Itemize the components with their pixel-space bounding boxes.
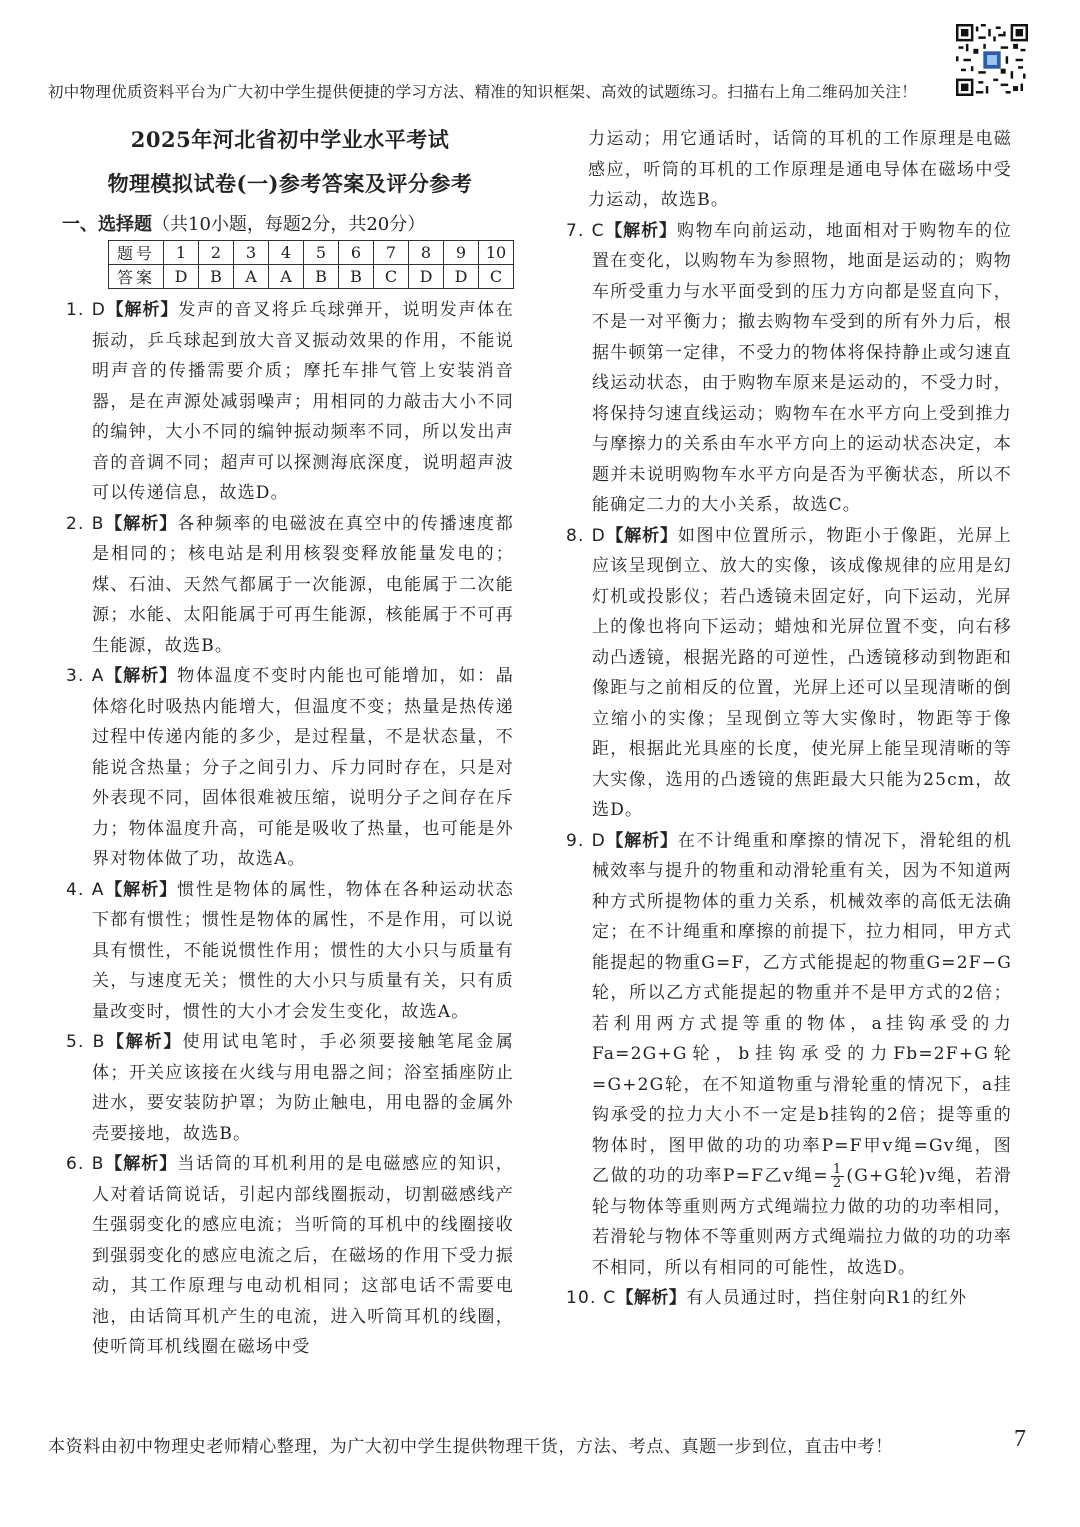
question-text: 惯性是物体的属性，物体在各种运动状态下都有惯性；惯性是物体的属性，不是作用，可以说具有惯性，不能说惯性作用；惯性的大小只与质量有关，与速度无关；惯性的大小只与质量有关，只有质量改变时，惯性的大小才会发生变化，故选A。 bbox=[92, 879, 514, 1022]
question-answer: C bbox=[591, 220, 605, 241]
question-number-cell: 8 bbox=[409, 241, 444, 265]
question-answer: C bbox=[603, 1288, 617, 1308]
question-4 bbox=[66, 875, 514, 1028]
left-question-list bbox=[66, 295, 514, 1363]
question-number: 1. bbox=[66, 300, 85, 320]
question-answer: B bbox=[91, 513, 105, 534]
question-number: 6. bbox=[66, 1154, 85, 1174]
question-6 bbox=[66, 1149, 514, 1363]
question-number: 8. bbox=[566, 525, 585, 546]
analysis-tag: 【解析】 bbox=[104, 666, 178, 686]
header-banner: 初中物理优质资料平台为广大初中学生提供便捷的学习方法、精准的知识框架、高效的试题练习。扫描右上角二维码加关注！ bbox=[48, 83, 918, 101]
analysis-tag: 【解析】 bbox=[605, 525, 678, 546]
question-text: 发声的音叉将乒乓球弹开，说明发声体在振动，乒乓球起到放大音叉振动效果的作用，不能说明声音的传播需要介质；摩托车排气管上安装消音器，是在声源处减弱噪声；用相同的力敲击大小不同的编钟，大小不同的编钟振动频率不同，所以发出声音的音调不同；超声可以探测海底深度，说明超声波可以传递信息，故选D。 bbox=[92, 300, 515, 503]
answer-cell: D bbox=[164, 265, 199, 289]
answer-cell: A bbox=[269, 265, 304, 289]
table-row-label: 答案 bbox=[109, 265, 164, 289]
question-7 bbox=[566, 216, 1012, 521]
footer-text: 本资料由初中物理史老师精心整理，为广大初中学生提供物理干货，方法、考点、真题一步到位，直击中考！ bbox=[48, 1437, 893, 1457]
analysis-tag: 【解析】 bbox=[616, 1288, 687, 1308]
answer-cell: D bbox=[444, 265, 479, 289]
question-number-cell: 1 bbox=[164, 241, 199, 265]
answer-table-answer-row bbox=[109, 265, 514, 289]
question-10 bbox=[566, 1283, 1012, 1314]
question-number: 3. bbox=[66, 666, 85, 686]
question-text: 如图中位置所示，物距小于像距，光屏上应该呈现倒立、放大的实像，该成像规律的应用是幻灯机或投影仪；若凸透镜未固定好，向下运动，光屏上的像也将向下运动；蜡烛和光屏位置不变，向右移动凸透镜，根据光路的可逆性，凸透镜移动到物距和像距与之前相反的位置，光屏上还可以呈现清晰的倒立缩小的实像；呈现倒立等大实像时，物距等于像距，根据此光具座的长度，使光屏上能呈现清晰的等大实像，选用的凸透镜的焦距最大只能为25cm，故选D。 bbox=[592, 525, 1013, 820]
question-9 bbox=[566, 826, 1012, 1284]
question-text: 有人员通过时，挡住射向R1的红外 bbox=[686, 1288, 968, 1308]
analysis-tag: 【解析】 bbox=[104, 879, 178, 900]
question-number: 2. bbox=[66, 513, 85, 534]
right-column bbox=[566, 124, 1012, 1314]
question-number: 7. bbox=[566, 220, 585, 241]
answer-table bbox=[108, 240, 514, 289]
question-text: 物体温度不变时内能也可能增加，如：晶体熔化时吸热内能增大，但温度不变；热量是热传递过程中传递内能的多少，是过程量，不是状态量，不能说含热量；分子之间引力、斥力同时存在，只是对外表现不同，固体很难被压缩，说明分子之间存在斥力；物体温度升高，可能是吸收了热量，也可能是外界对物体做了功，故选A。 bbox=[92, 666, 514, 869]
question-answer: D bbox=[91, 300, 106, 320]
question-number-cell: 9 bbox=[444, 241, 479, 265]
answer-cell: B bbox=[199, 265, 234, 289]
answer-cell: C bbox=[374, 265, 409, 289]
question-text: 当话筒的耳机利用的是电磁感应的知识，人对着话筒说话，引起内部线圈振动，切割磁感线产生强弱变化的感应电流；当听筒的耳机中的线圈接收到强弱变化的感应电流之后，在磁场的作用下受力振动，其工作原理与电动机相同；这部电话不需要电池，由话筒耳机产生的电流，进入听筒耳机的线圈，使听筒耳机线圈在磁场中受 bbox=[92, 1154, 514, 1357]
question-number-cell: 4 bbox=[269, 241, 304, 265]
analysis-tag: 【解析】 bbox=[105, 1032, 183, 1052]
answer-table-number-row bbox=[109, 241, 514, 265]
question-number-cell: 2 bbox=[199, 241, 234, 265]
question-2 bbox=[66, 509, 514, 662]
question-number-cell: 5 bbox=[304, 241, 339, 265]
section-heading: 一、选择题（共10小题，每题2分，共20分） bbox=[62, 214, 426, 235]
qr-code-icon bbox=[956, 24, 1028, 96]
analysis-tag: 【解析】 bbox=[605, 830, 678, 851]
analysis-tag: 【解析】 bbox=[604, 220, 677, 241]
question-text: 购物车向前运动，地面相对于购物车的位置在变化，以购物车为参照物，地面是运动的；购物车所受重力与水平面受到的压力方向都是竖直向下，不是一对平衡力；撤去购物车受到的所有外力后，根据牛顿第一定律，不受力的物体将保持静止或匀速直线运动状态，由于购物车原来是运动的，不受力时，将保持匀速直线运动；购物车在水平方向上受到推力与摩擦力的关系由车水平方向上的运动状态决定，本题并未说明购物车水平方向是否为平衡状态，所以不能确定二力的大小关系，故选C。 bbox=[592, 220, 1013, 515]
question-answer: D bbox=[591, 830, 606, 851]
question-text: (G+G轮)v绳， bbox=[846, 1166, 976, 1186]
question-text: 各种频率的电磁波在真空中的传播速度都是相同的；核电站是利用核裂变释放能量发电的；煤、石油、天然气都属于一次能源，电能属于二次能源；水能、太阳能属于可再生能源，核能属于不可再生能源，故选B。 bbox=[92, 513, 514, 656]
question-text: 使用试电笔时，手必须要接触笔尾金属体；开关应该接在火线与用电器之间；浴室插座防止进水，要安装防护罩；为防止触电，用电器的金属外壳要接地，故选B。 bbox=[92, 1032, 515, 1144]
question-number-cell: 3 bbox=[234, 241, 269, 265]
page-number: 7 bbox=[1014, 1426, 1026, 1452]
answer-cell: B bbox=[304, 265, 339, 289]
analysis-tag: 【解析】 bbox=[104, 1154, 178, 1174]
analysis-tag: 【解析】 bbox=[106, 300, 179, 320]
question-text: 若滑轮与物体等重则两方式绳端拉力做的功的功率相同，若滑轮与物体不等重则两方式绳端拉力做的功的功率不相同，所以有相同的可能性，故选D。 bbox=[592, 1166, 1013, 1278]
answer-cell: A bbox=[234, 265, 269, 289]
question-number-cell: 6 bbox=[339, 241, 374, 265]
table-row-label: 题号 bbox=[109, 241, 164, 265]
question-number: 9. bbox=[566, 830, 585, 851]
question-answer: B bbox=[91, 1154, 105, 1174]
question-answer: B bbox=[92, 1032, 106, 1052]
question-number-cell: 7 bbox=[374, 241, 409, 265]
question-text: 在不计绳重和摩擦的情况下，滑轮组的机械效率与提升的物重和动滑轮重有关，因为不知道两种方式所提物体的重力关系，机械效率的高低无法确定；在不计绳重和摩擦的前提下，拉力相同，甲方式能提起的物重G=F，乙方式能提起的物重G=2F−G轮，所以乙方式能提起的物重并不是甲方式的2倍；若利用两方式提等重的物体，a挂钩承受的力Fa=2G+G轮，b挂钩承受的力Fb=2F+G轮=G+2G轮，在不知道物重与滑轮重的情况下，a挂钩承受的拉力大小不一定是b挂钩的2倍；提等重的物体时，图甲做的功的功率P=F甲v绳=Gv绳，图乙做的功的功率P=F乙v绳= bbox=[592, 830, 1013, 1186]
question-5 bbox=[66, 1027, 514, 1149]
fraction-one-half: $\frac{1}{2}$ bbox=[832, 1162, 843, 1191]
section-note: （共10小题，每题2分，共20分） bbox=[152, 214, 426, 235]
analysis-tag: 【解析】 bbox=[104, 513, 178, 534]
question-number-cell: 10 bbox=[479, 241, 514, 265]
question-answer: A bbox=[91, 879, 105, 900]
right-question-list bbox=[566, 216, 1012, 826]
page-subtitle: 物理模拟试卷(一)参考答案及评分参考 bbox=[107, 171, 473, 196]
question-8 bbox=[566, 521, 1012, 826]
question-6-continued: 力运动；用它通话时，话筒的耳机的工作原理是电磁感应，听筒的耳机的工作原理是通电导体在磁场中受力运动，故选B。 bbox=[588, 129, 1012, 210]
answer-cell: D bbox=[409, 265, 444, 289]
page-title: 2025年河北省初中学业水平考试 bbox=[130, 127, 450, 152]
question-number: 10. bbox=[566, 1288, 597, 1308]
question-3 bbox=[66, 661, 514, 875]
question-1 bbox=[66, 295, 514, 509]
answer-cell: C bbox=[479, 265, 514, 289]
answer-cell: B bbox=[339, 265, 374, 289]
question-answer: D bbox=[591, 525, 606, 546]
left-column bbox=[62, 124, 515, 1363]
question-number: 5. bbox=[66, 1032, 85, 1052]
question-answer: A bbox=[91, 666, 105, 686]
question-number: 4. bbox=[66, 879, 85, 900]
